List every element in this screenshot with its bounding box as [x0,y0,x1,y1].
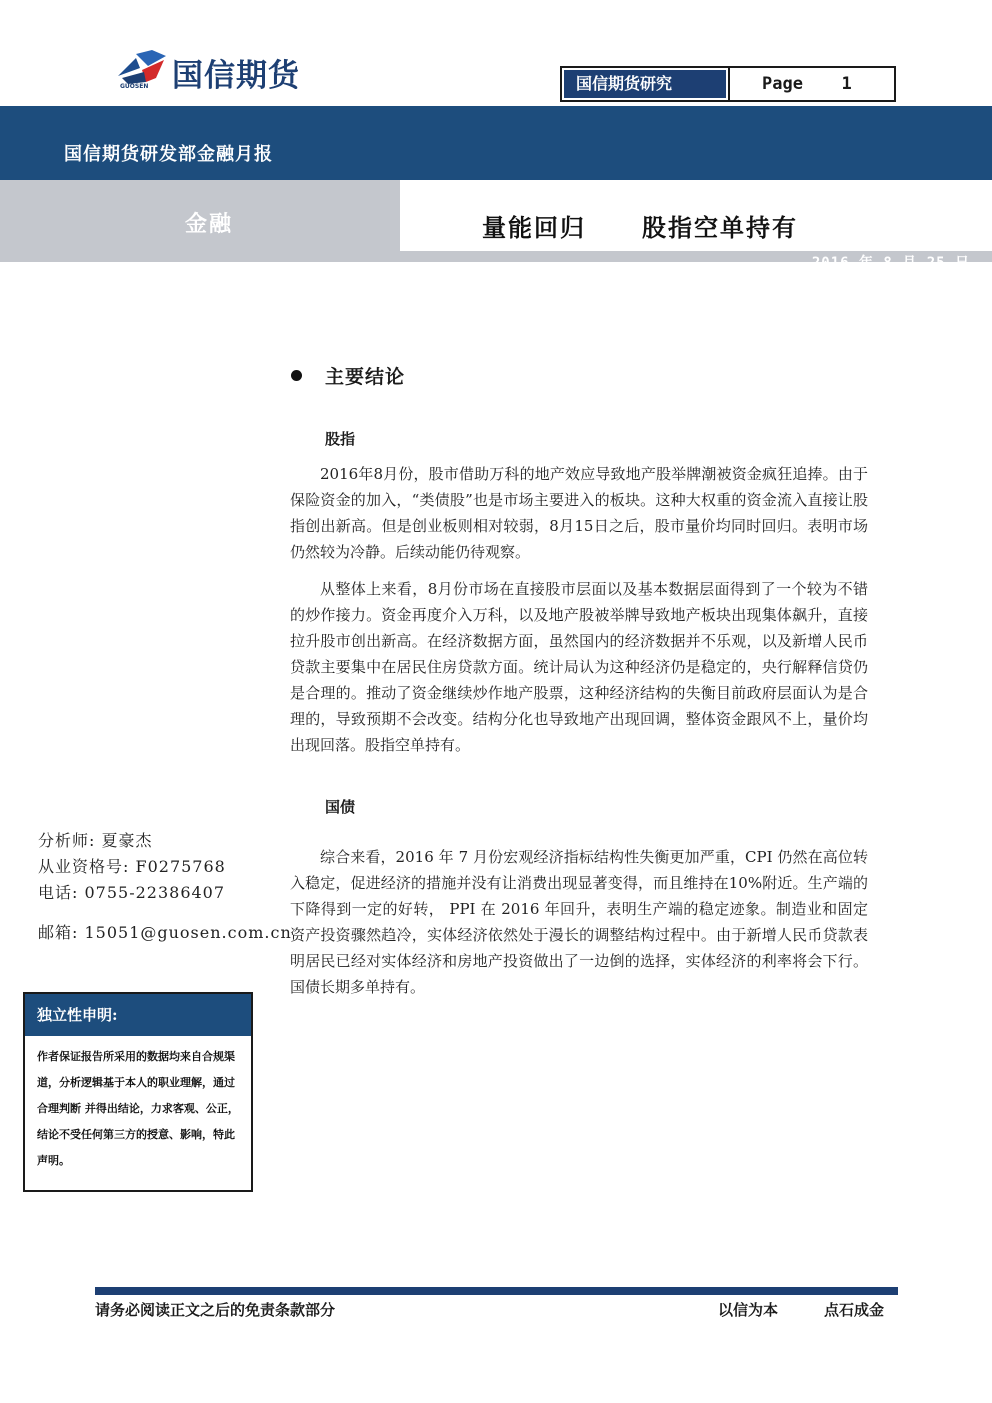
report-series-title: 国信期货研发部金融月报 [64,144,273,165]
research-tag: 国信期货研究 [564,70,726,98]
header-tag-box [560,66,896,102]
headline-part-2: 股指空单持有 [642,213,798,242]
tag-divider [728,68,730,100]
category-label: 金融 [185,211,234,237]
statement-heading: 独立性申明: [25,994,251,1036]
footer-disclaimer-note: 请务必阅读正文之后的免责条款部分 [95,1301,336,1319]
bond-paragraph: 综合来看，2016 年 7 月份宏观经济指标结构性失衡更加严重，CPI 仍然在高位转入稳定，促进经济的措施并没有让消费出现显著变得，而且维持在10%附近。生产端的下降得到一定的好转， PPI 在 2016 年回升，表明生产端的稳定迹象。制造业和固定资产投资骤然趋冷，实体经济依然处于漫长的调整结构过程中。由于新增人民币贷款表明居民已经对实体经济和房地产投资做出了一边倒的选择，实体经济的利率将会下行。国债长期多单持有。 [290,848,868,996]
headline-part-1: 量能回归 [482,213,586,242]
report-date: 2016 年 8 月 25 日 [811,255,970,271]
logo-name-cn: 国信期货 [172,58,300,94]
footer-motto-2: 点石成金 [824,1301,885,1319]
footer-motto-1: 以信为本 [718,1301,779,1319]
equity-paragraph-2: 从整体上来看，8月份市场在直接股市层面以及基本数据层面得到了一个较为不错的炒作接力。资金再度介入万科，以及地产股被举牌导致地产板块出现集体飙升，直接拉升股市创出新高。在经济数据方面，虽然国内的经济数据并不乐观，以及新增人民币贷款主要集中在居民住房贷款方面。统计局认为这种经济仍是稳定的，央行解释信贷仍是合理的。推动了资金继续炒作地产股票，这种经济结构的失衡目前政府层面认为是合理的，导致预期不会改变。结构分化也导致地产出现回调，整体资金跟风不上，量价均出现回落。股指空单持有。 [290,580,868,754]
analyst-name: 分析师: 夏豪杰 [38,831,153,850]
analyst-info [38,828,292,946]
logo-name-en: GUOSEN [120,83,149,90]
section-title: 主要结论 [325,366,406,388]
independence-statement [23,992,253,1192]
bond-heading: 国债 [325,798,356,816]
company-logo [116,48,356,94]
equity-heading: 股指 [325,430,356,448]
report-band [0,106,992,180]
page-label: Page [762,74,803,94]
page-indicator [762,70,852,98]
title-row [0,180,992,262]
analyst-phone: 电话: 0755-22386407 [38,883,226,902]
bullet-icon [291,370,302,381]
headline-panel [400,180,992,251]
analyst-certificate: 从业资格号: F0275768 [38,857,226,876]
footer-bar [95,1287,898,1295]
analyst-email[interactable]: 邮箱: 15051@guosen.com.cn [38,923,292,942]
statement-body: 作者保证报告所采用的数据均来自合规渠道，分析逻辑基于本人的职业理解，通过合理判断 并得出结论，力求客观、公正，结论不受任何第三方的授意、影响，特此声明。 [37,1050,239,1167]
equity-paragraph-1: 2016年8月份，股市借助万科的地产效应导致地产股举牌潮被资金疯狂追捧。由于保险资金的加入，“类债股”也是市场主要进入的板块。这种大权重的资金流入直接让股指创出新高。但是创业板则相对较弱，8月15日之后，股市量价均同时回归。表明市场仍然较为冷静。后续动能仍待观察。 [290,465,868,561]
page-number: 1 [841,74,852,94]
